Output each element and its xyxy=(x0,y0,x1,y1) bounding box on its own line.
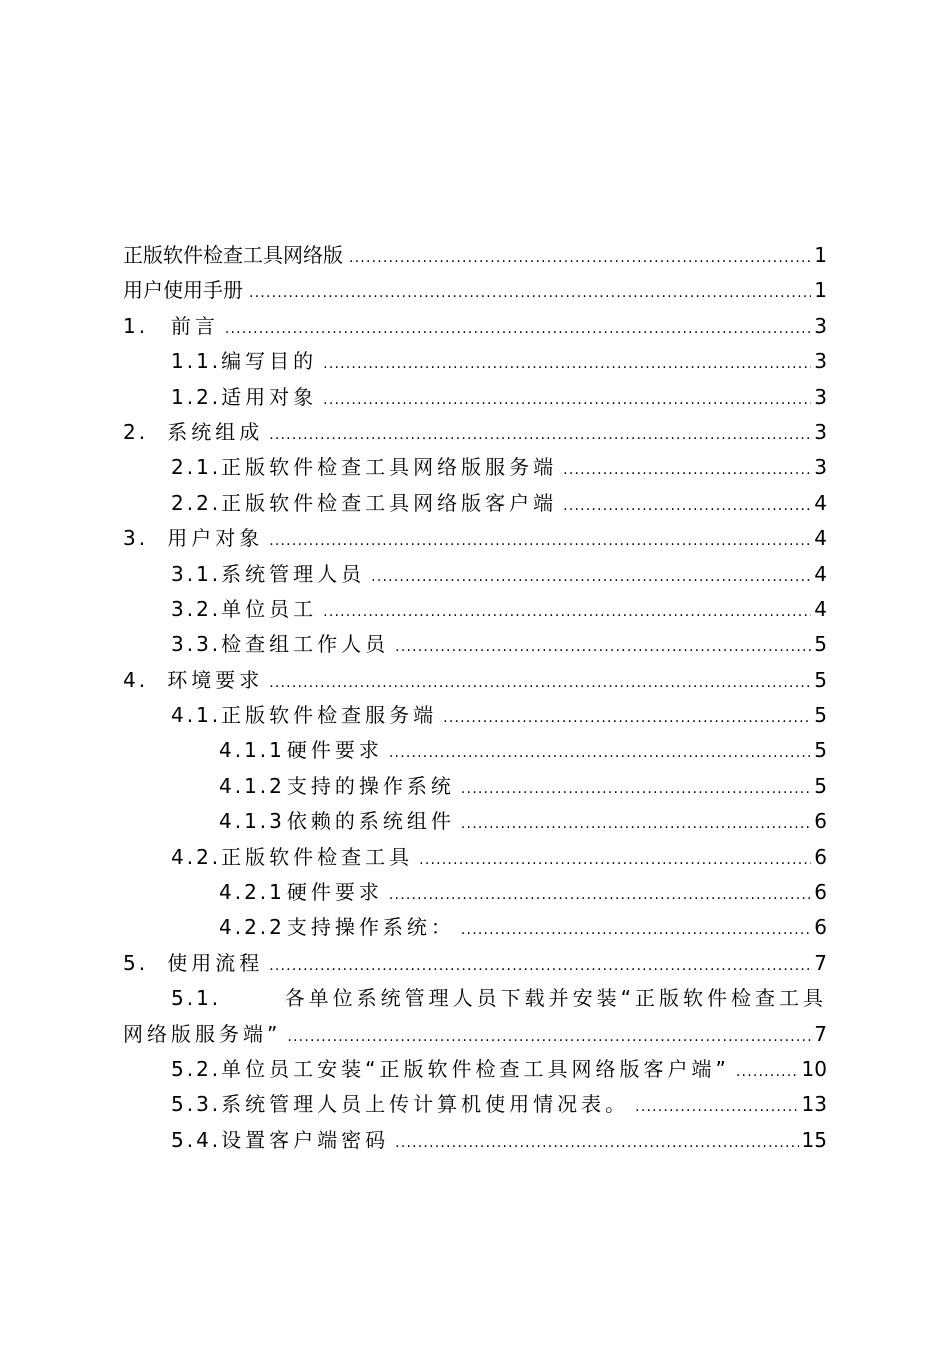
dot-leader xyxy=(349,241,811,276)
toc-entry-page-number: 10 xyxy=(801,1057,827,1081)
dot-leader xyxy=(461,913,811,948)
toc-entry-page-number: 6 xyxy=(814,915,827,940)
toc-entry-title: 单位员工 xyxy=(221,596,318,621)
toc-entry[interactable] xyxy=(123,1087,827,1122)
toc-entry-title: 各单位系统管理人员下载并安装“正版软件检查工具 xyxy=(284,986,827,1011)
toc-entry-page-number: 5 xyxy=(814,667,827,692)
toc-entry[interactable] xyxy=(123,592,827,627)
toc-entry-page-number: 3 xyxy=(814,313,827,338)
dot-leader xyxy=(269,949,811,984)
toc-entry-page-number: 4 xyxy=(814,596,827,621)
toc-entry[interactable] xyxy=(123,557,827,592)
toc-entry[interactable] xyxy=(123,946,827,981)
toc-entry-number: 4.2. xyxy=(171,844,222,869)
toc-entry-number: 3.1. xyxy=(171,561,222,586)
toc-entry[interactable] xyxy=(123,840,827,875)
toc-entry-number: 1.1. xyxy=(171,349,222,374)
toc-entry-page-number: 5 xyxy=(814,738,827,763)
toc-entry-title-continued: 网络版服务端” xyxy=(123,1021,282,1046)
toc-entry[interactable] xyxy=(123,415,827,450)
toc-entry-page-number: 7 xyxy=(814,1021,827,1046)
dot-leader xyxy=(419,843,811,878)
dot-leader xyxy=(323,595,811,630)
toc-entry-title: 正版软件检查工具 xyxy=(221,844,414,869)
dot-leader xyxy=(563,489,811,524)
toc-entry-number: 5. xyxy=(123,950,149,975)
toc-entry-title: 检查组工作人员 xyxy=(221,632,390,657)
toc-entry-page-number: 7 xyxy=(814,950,827,975)
toc-entry[interactable] xyxy=(123,521,827,556)
toc-entry-title: 支持的操作系统 xyxy=(286,773,455,798)
toc-entry[interactable] xyxy=(123,238,827,273)
toc-entry-title: 单位员工安装“正版软件检查工具网络版客户端” xyxy=(221,1057,730,1081)
toc-entry[interactable] xyxy=(123,273,827,308)
dot-leader xyxy=(269,524,811,559)
toc-entry[interactable] xyxy=(123,804,827,839)
toc-entry-title: 依赖的系统组件 xyxy=(286,809,455,834)
toc-entry-title: 硬件要求 xyxy=(286,738,383,763)
toc-entry-number: 5.4. xyxy=(171,1127,222,1152)
toc-entry-title: 用户使用手册 xyxy=(123,278,243,303)
toc-entry-page-number: 1 xyxy=(814,278,827,303)
dot-leader xyxy=(389,736,811,771)
toc-entry-page-number: 3 xyxy=(814,455,827,480)
toc-entry-title: 正版软件检查服务端 xyxy=(221,703,438,728)
toc-entry-title: 正版软件检查工具网络版 xyxy=(123,243,343,267)
toc-entry-title: 系统组成 xyxy=(167,419,264,444)
toc-entry[interactable] xyxy=(123,910,827,945)
dot-leader xyxy=(395,630,811,665)
toc-entry[interactable] xyxy=(123,698,827,733)
toc-entry[interactable] xyxy=(123,380,827,415)
dot-leader xyxy=(443,701,811,736)
toc-entry-number: 4.1.2 xyxy=(219,773,285,798)
toc-entry-number: 4. xyxy=(123,667,149,692)
toc-entry[interactable] xyxy=(123,733,827,768)
dot-leader xyxy=(225,312,811,347)
toc-entry-page-number: 15 xyxy=(801,1127,827,1152)
toc-entry-number: 1. xyxy=(123,313,149,338)
toc-entry-page-number: 5 xyxy=(814,703,827,728)
toc-entry[interactable] xyxy=(123,1052,827,1087)
toc-entry[interactable] xyxy=(123,663,827,698)
toc-entry-number: 1.2. xyxy=(171,384,222,409)
toc-entry-number: 4.1.3 xyxy=(219,809,285,834)
toc-entry-page-number: 6 xyxy=(814,809,827,834)
toc-entry-title: 编写目的 xyxy=(221,349,318,374)
toc-entry-page-number: 6 xyxy=(814,844,827,869)
toc-entry-number: 5.3. xyxy=(171,1092,222,1117)
toc-entry-title: 环境要求 xyxy=(167,667,264,692)
toc-entry-page-number: 5 xyxy=(814,773,827,798)
dot-leader xyxy=(323,347,811,382)
dot-leader xyxy=(461,772,811,807)
toc-entry-number: 5.2. xyxy=(171,1057,222,1081)
toc-entry-title: 用户对象 xyxy=(167,526,264,551)
toc-entry-title: 正版软件检查工具网络版服务端 xyxy=(221,455,558,480)
dot-leader xyxy=(287,1020,811,1055)
toc-entry-page-number: 4 xyxy=(814,490,827,515)
table-of-contents xyxy=(123,238,827,1158)
toc-entry-title: 系统管理人员上传计算机使用情况表。 xyxy=(221,1092,630,1117)
toc-entry-title: 支持操作系统： xyxy=(286,915,455,940)
toc-entry-number: 3. xyxy=(123,526,149,551)
toc-entry-title: 硬件要求 xyxy=(286,880,383,905)
toc-entry-page-number: 3 xyxy=(814,349,827,374)
toc-entry[interactable] xyxy=(123,875,827,910)
toc-entry-number: 4.2.1 xyxy=(219,880,285,905)
toc-entry-page-number: 1 xyxy=(814,243,827,267)
toc-entry-page-number: 4 xyxy=(814,561,827,586)
toc-entry-number: 4.1.1 xyxy=(219,738,285,763)
toc-entry-number: 2.1. xyxy=(171,455,222,480)
toc-entry-page-number: 6 xyxy=(814,880,827,905)
toc-entry-number: 4.2.2 xyxy=(219,915,285,940)
dot-leader xyxy=(323,383,811,418)
toc-entry-title: 适用对象 xyxy=(221,384,318,409)
toc-entry-page-number: 4 xyxy=(814,526,827,551)
toc-entry-title: 系统管理人员 xyxy=(221,561,366,586)
dot-leader xyxy=(269,418,811,453)
toc-entry-page-number: 3 xyxy=(814,384,827,409)
toc-entry[interactable] xyxy=(123,981,827,1052)
toc-entry[interactable] xyxy=(123,450,827,485)
toc-entry-number: 5.1. xyxy=(171,986,222,1011)
toc-entry-title: 正版软件检查工具网络版客户端 xyxy=(221,490,558,515)
toc-entry-title: 设置客户端密码 xyxy=(221,1127,390,1152)
toc-entry[interactable] xyxy=(123,344,827,379)
dot-leader xyxy=(371,560,811,595)
toc-entry-page-number: 5 xyxy=(814,632,827,657)
toc-entry-number: 3.3. xyxy=(171,632,222,657)
toc-entry[interactable] xyxy=(123,309,827,344)
toc-entry[interactable] xyxy=(123,769,827,804)
dot-leader xyxy=(395,1126,798,1161)
dot-leader xyxy=(635,1090,798,1125)
toc-entry-number: 3.2. xyxy=(171,596,222,621)
toc-entry[interactable] xyxy=(123,486,827,521)
toc-entry[interactable] xyxy=(123,627,827,662)
toc-entry-number: 4.1. xyxy=(171,703,222,728)
toc-entry-number: 2.2. xyxy=(171,490,222,515)
dot-leader xyxy=(461,807,811,842)
toc-entry-number: 2. xyxy=(123,419,149,444)
toc-entry-title: 使用流程 xyxy=(167,950,264,975)
dot-leader xyxy=(563,453,811,488)
dot-leader xyxy=(249,276,811,311)
toc-entry-page-number: 13 xyxy=(801,1092,827,1117)
dot-leader xyxy=(736,1055,799,1090)
toc-entry-title: 前言 xyxy=(170,313,219,338)
toc-entry[interactable] xyxy=(123,1123,827,1158)
dot-leader xyxy=(269,666,811,701)
dot-leader xyxy=(389,878,811,913)
toc-entry-page-number: 3 xyxy=(814,419,827,444)
